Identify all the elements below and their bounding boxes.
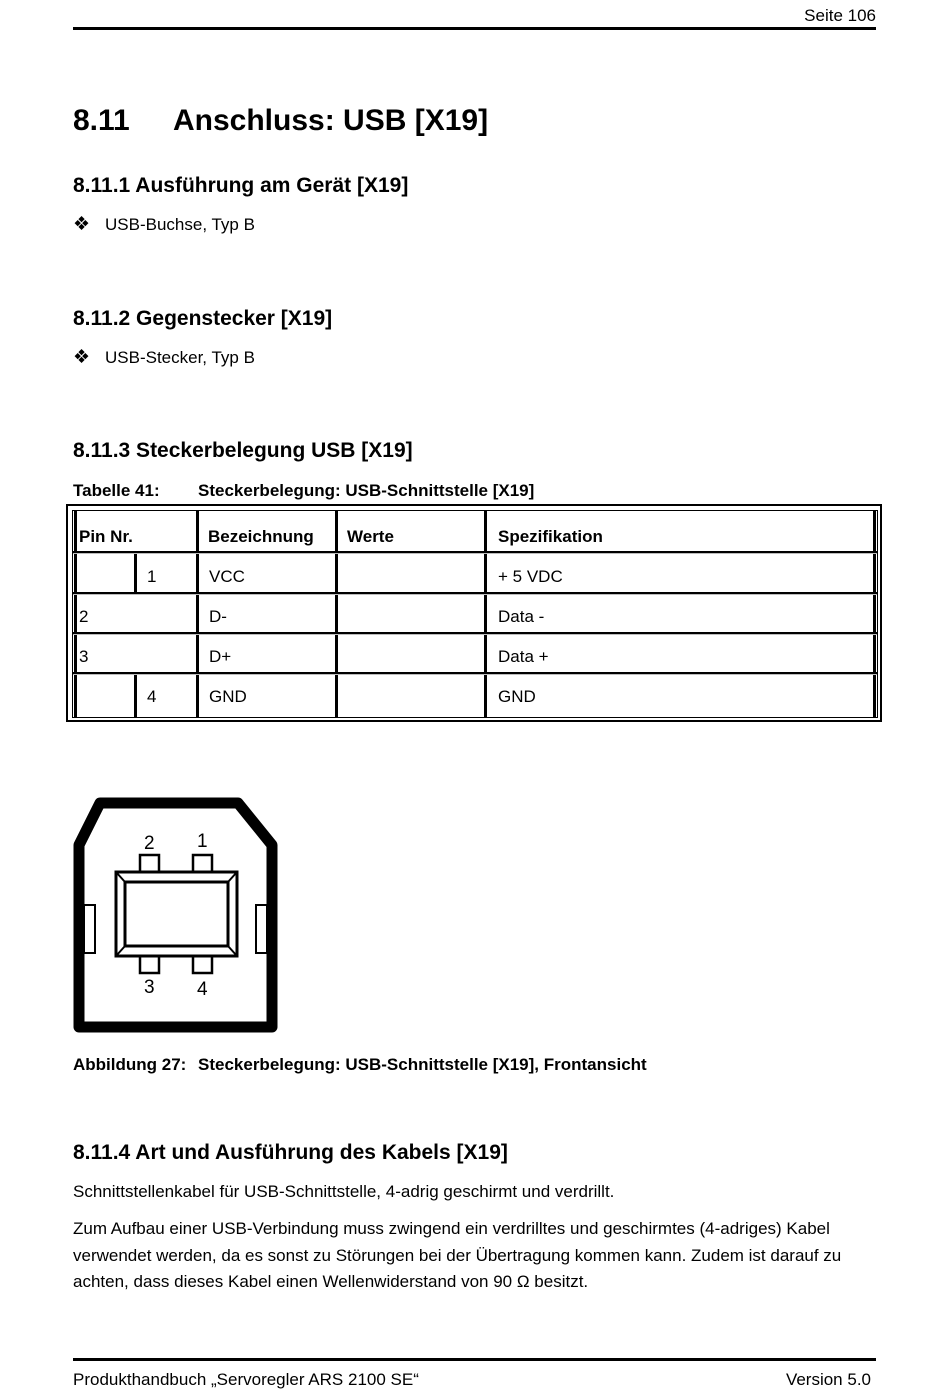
table-divider [873,511,876,717]
footer-version: Version 5.0 [785,1370,871,1389]
table-cell-spec: Data - [498,607,545,626]
table-header-spec: Spezifikation [498,527,603,546]
figure-caption-text: Steckerbelegung: USB-Schnittstelle [X19], Frontansicht [198,1055,647,1074]
paragraph-2: Zum Aufbau einer USB-Verbindung muss zwingend ein verdrilltes und geschirmtes (4-adriges) Kabel verwendet werden, da es sonst zu Störungen bei der Übertragung kommen kann. Zudem ist darauf zu achten, dass dieses Kabel einen Wellenwiderstand von 90 Ω besitzt. [73,1219,842,1291]
table-cell-spec: + 5 VDC [498,567,563,586]
section-title-text: Anschluss: USB [X19] [173,104,489,137]
table-cell-spec: Data + [498,647,549,666]
subsection-4-title: 8.11.4 Art und Ausführung des Kabels [X19] [73,1141,508,1164]
bullet-text: USB-Stecker, Typ B [105,348,255,367]
table-header-name: Bezeichnung [208,527,314,546]
figure-caption [73,1055,647,1075]
page-number: Seite 106 [804,6,876,25]
table-row-divider [73,632,877,635]
section-number: 8.11 [73,104,130,137]
table-divider [335,511,338,717]
subsection-1-title: 8.11.1 Ausführung am Gerät [X19] [73,174,409,197]
table-caption-text: Steckerbelegung: USB-Schnittstelle [X19] [198,481,535,500]
subsection-1-bullet [73,213,255,236]
table-caption [73,481,534,501]
table-row-divider [73,551,877,554]
diamond-bullet-icon: ❖ [73,347,91,368]
pin-label-4: 4 [197,979,208,1000]
header-rule [73,27,876,30]
table-cell-spec: GND [498,687,536,706]
table-divider [196,511,199,717]
table-cell-pin-left: 3 [79,647,89,666]
table-divider [484,511,487,717]
footer-title: Produkthandbuch „Servoregler ARS 2100 SE“ [73,1370,419,1389]
diamond-bullet-icon: ❖ [73,214,91,235]
table-divider [74,511,77,717]
table-row-divider [73,592,877,595]
table-cell-pin-right: 1 [147,567,157,586]
table-cell-name: D+ [209,647,232,666]
subsection-3-title: 8.11.3 Steckerbelegung USB [X19] [73,439,413,462]
table-cell-name: GND [209,687,247,706]
pin-label-2: 2 [144,833,155,854]
pin-label-1: 1 [197,831,208,852]
table-caption-label: Tabelle 41: [73,481,160,500]
table-cell-pin-right: 4 [147,687,157,706]
paragraph-1: Schnittstellenkabel für USB-Schnittstelle, 4-adrig geschirmt und verdrillt. [73,1182,615,1201]
subsection-2-title: 8.11.2 Gegenstecker [X19] [73,307,333,330]
bullet-text: USB-Buchse, Typ B [105,215,255,234]
section-title [73,104,488,138]
table-header-values: Werte [347,527,394,546]
table-header-pin: Pin Nr. [79,527,133,546]
usb-b-connector-icon [70,795,285,1040]
pin-label-3: 3 [144,977,155,998]
subsection-2-bullet [73,346,255,369]
figure-caption-label: Abbildung 27: [73,1055,187,1074]
table-row-divider [73,672,877,675]
pin-table-inner-border [72,510,878,718]
table-cell-name: VCC [209,567,245,586]
footer-rule [73,1358,876,1361]
table-cell-name: D- [209,607,227,626]
table-cell-pin-left: 2 [79,607,89,626]
